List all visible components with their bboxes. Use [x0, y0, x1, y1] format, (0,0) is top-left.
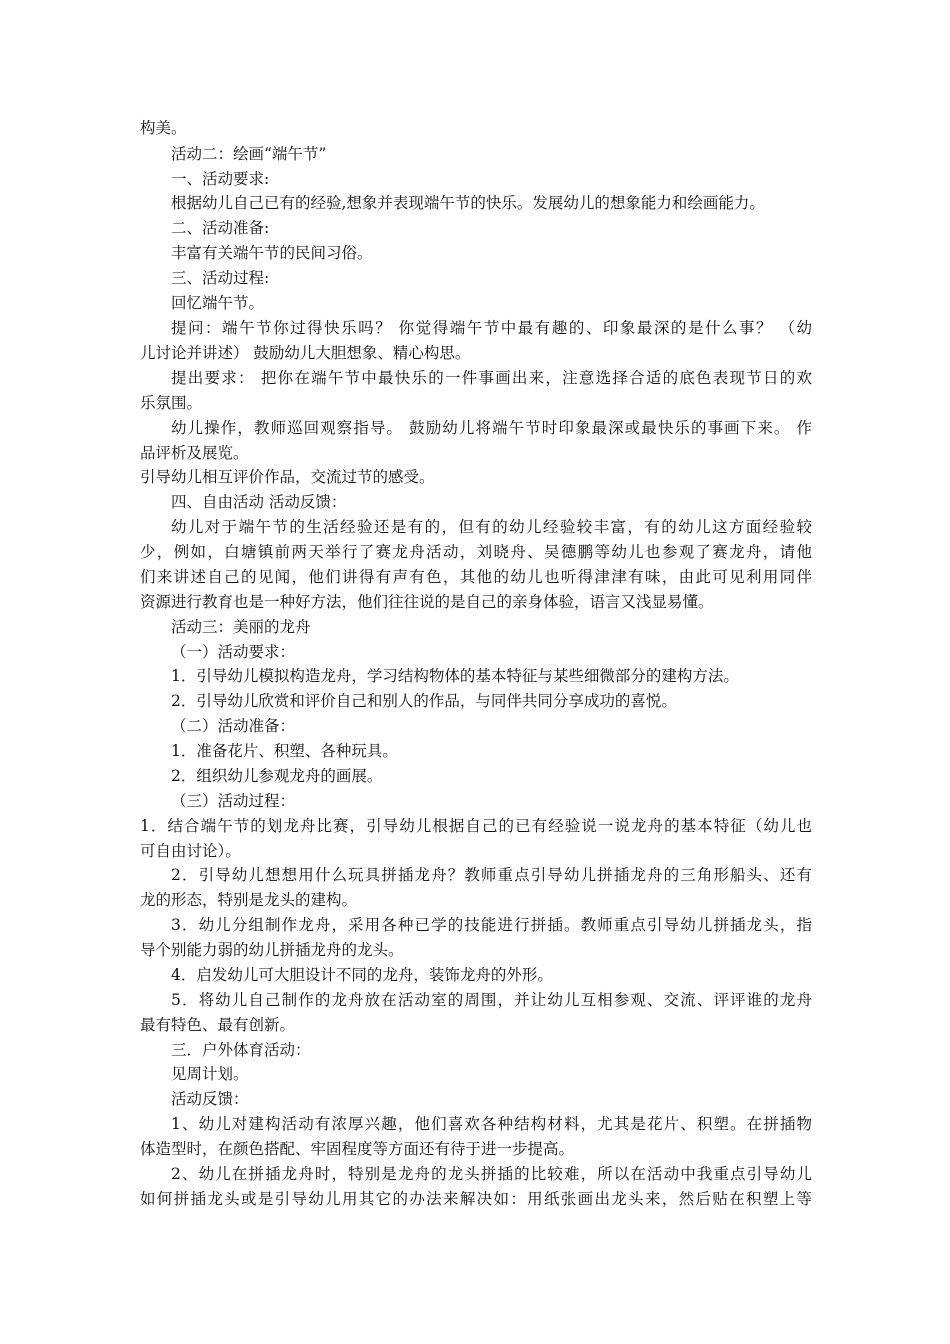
subsection-heading: 二、活动准备: — [171, 219, 270, 237]
text-line: 根据幼儿自己已有的经验,想象并表现端午节的快乐。发展幼儿的想象能力和绘画能力。 — [171, 194, 765, 212]
list-item: 1．引导幼儿模拟构造龙舟，学习结构物体的基本特征与某些细微部分的建构方法。 — [171, 667, 739, 685]
text-line: 们来讲述自己的见闻，他们讲得有声有色，其他的幼儿也听得津津有味，由此可见利用同伴 — [140, 568, 812, 586]
subsection-heading: （一）活动要求： — [171, 643, 296, 661]
subsection-heading: （三）活动过程： — [171, 792, 296, 810]
text-line: 幼儿操作，教师巡回观察指导。 鼓励幼儿将端午节时印象最深或最快乐的事画下来。 作 — [171, 419, 812, 437]
list-item: 2、幼儿在拼插龙舟时，特别是龙舟的龙头拼插的比较难，所以在活动中我重点引导幼儿 — [171, 1165, 812, 1183]
subsection-heading: （二）活动准备： — [171, 717, 296, 735]
text-line: 丰富有关端午节的民间习俗。 — [171, 244, 373, 262]
list-item: 2．组织幼儿参观龙舟的画展。 — [171, 767, 383, 785]
list-item: 5．将幼儿自己制作的龙舟放在活动室的周围，并让幼儿互相参观、交流、评评谁的龙舟 — [171, 991, 812, 1009]
list-item: 2．引导幼儿想想用什么玩具拼插龙舟？教师重点引导幼儿拼插龙舟的三角形船头、还有 — [171, 866, 812, 884]
subsection-heading: 一、活动要求: — [171, 170, 270, 188]
text-line: 儿讨论并讲述） 鼓励幼儿大胆想象、精心构思。 — [140, 344, 471, 362]
text-line: 幼儿对于端午节的生活经验还是有的，但有的幼儿经验较丰富，有的幼儿这方面经验较 — [171, 518, 812, 536]
subsection-heading: 四、自由活动 活动反馈： — [171, 493, 347, 511]
list-item: 4．启发幼儿可大胆设计不同的龙舟，装饰龙舟的外形。 — [171, 966, 553, 984]
text-line: 少，例如，白塘镇前两天举行了赛龙舟活动，刘晓舟、吴德鹏等幼儿也参观了赛龙舟，请他 — [140, 543, 812, 561]
subsection-heading: 活动反馈： — [171, 1090, 249, 1108]
list-item: 3．幼儿分组制作龙舟，采用各种已学的技能进行拼插。教师重点引导幼儿拼插龙头，指 — [171, 916, 812, 934]
text-line: 导个别能力弱的幼儿拼插龙舟的龙头。 — [140, 941, 404, 959]
list-item: 1．结合端午节的划龙舟比赛，引导幼儿根据自己的已有经验说一说龙舟的基本特征（幼儿也 — [140, 817, 812, 835]
text-line: 构美。 — [140, 119, 187, 137]
text-line: 回忆端午节。 — [171, 294, 265, 312]
list-item: 1．准备花片、积塑、各种玩具。 — [171, 742, 398, 760]
text-line: 资源进行教育也是一种好方法，他们往往说的是自己的亲身体验，语言又浅显易懂。 — [140, 593, 714, 611]
list-item: 2．引导幼儿欣赏和评价自己和别人的作品，与同伴共同分享成功的喜悦。 — [171, 692, 677, 710]
text-line: 龙的形态，特别是龙头的建构。 — [140, 891, 358, 909]
section-heading: 活动二：绘画“端午节” — [171, 145, 327, 163]
text-line: 如何拼插龙头或是引导幼儿用其它的办法来解决如：用纸张画出龙头来，然后贴在积塑上等 — [140, 1190, 812, 1208]
text-line: 提出要求： 把你在端午节中最快乐的一件事画出来，注意选择合适的底色表现节日的欢 — [171, 369, 812, 387]
text-line: 提问：端午节你过得快乐吗？ 你觉得端午节中最有趣的、印象最深的是什么事？ （幼 — [171, 319, 812, 337]
text-line: 品评析及展览。 — [140, 444, 249, 462]
text-line: 体造型时，在颜色搭配、牢固程度等方面还有待于进一步提高。 — [140, 1140, 575, 1158]
subsection-heading: 三、活动过程: — [171, 269, 270, 287]
text-line: 可自由讨论）。 — [140, 842, 241, 860]
section-heading: 三．户外体育活动： — [171, 1041, 311, 1059]
text-line: 最有特色、最有创新。 — [140, 1016, 296, 1034]
section-heading: 活动三：美丽的龙舟 — [171, 618, 311, 636]
text-line: 引导幼儿相互评价作品，交流过节的感受。 — [140, 468, 435, 486]
text-line: 乐氛围。 — [140, 394, 203, 412]
text-line: 见周计划。 — [171, 1065, 249, 1083]
list-item: 1、幼儿对建构活动有浓厚兴趣，他们喜欢各种结构材料，尤其是花片、积塑。在拼插物 — [171, 1115, 812, 1133]
